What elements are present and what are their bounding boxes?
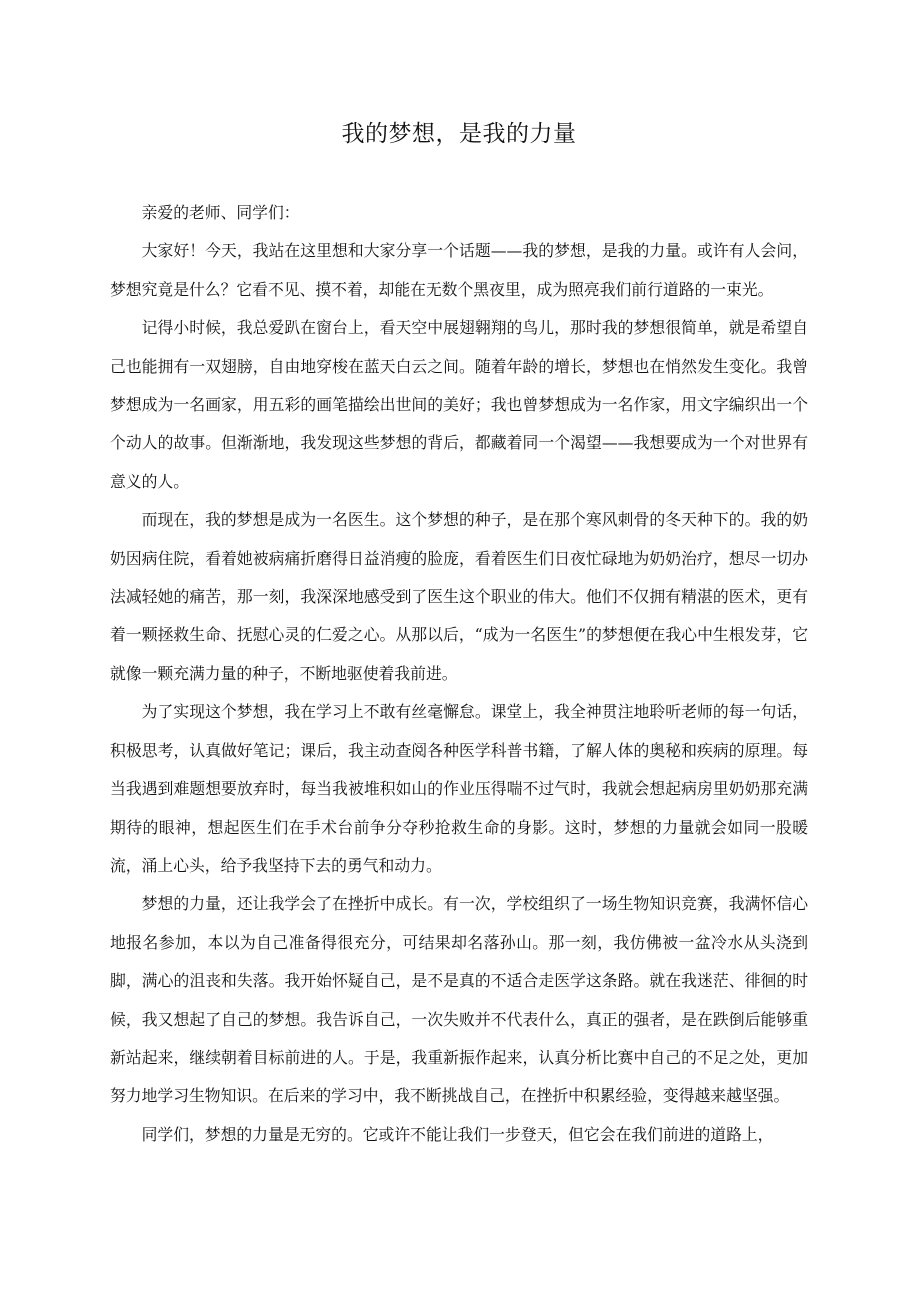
paragraph-1: 大家好！今天，我站在这里想和大家分享一个话题——我的梦想，是我的力量。或许有人会问，梦想究竟是什么？它看不见、摸不着，却能在无数个黑夜里，成为照亮我们前行道路的一束光。 xyxy=(110,241,808,299)
paragraph-3: 而现在，我的梦想是成为一名医生。这个梦想的种子，是在那个寒风刺骨的冬天种下的。我的奶奶因病住院，看着她被病痛折磨得日益消瘦的脸庞，看着医生们日夜忙碌地为奶奶治疗，想尽一切办法减轻她的痛苦，那一刻，我深深地感受到了医生这个职业的伟大。他们不仅拥有精湛的医术，更有着一颗拯救生命、抚慰心灵的仁爱之心。从那以后，“成为一名医生”的梦想便在我心中生根发芽，它就像一颗充满力量的种子，不断地驱使着我前进。 xyxy=(110,510,808,683)
paragraph-4: 为了实现这个梦想，我在学习上不敢有丝毫懈怠。课堂上，我全神贯注地聆听老师的每一句话，积极思考，认真做好笔记；课后，我主动查阅各种医学科普书籍，了解人体的奥秘和疾病的原理。每当我遇到难题想要放弃时，每当我被堆积如山的作业压得喘不过气时，我就会想起病房里奶奶那充满期待的眼神，想起医生们在手术台前争分夺秒抢救生命的身影。这时，梦想的力量就会如同一股暖流，涌上心头，给予我坚持下去的勇气和动力。 xyxy=(110,702,808,875)
paragraph-6: 同学们，梦想的力量是无穷的。它或许不能让我们一步登天，但它会在我们前进的道路上， xyxy=(141,1124,774,1144)
greeting: 亲爱的老师、同学们： xyxy=(141,203,300,222)
page-title: 我的梦想，是我的力量 xyxy=(341,121,577,147)
paragraph-5: 梦想的力量，还让我学会了在挫折中成长。有一次，学校组织了一场生物知识竞赛，我满怀信心地报名参加，本以为自己准备得很充分，可结果却名落孙山。那一刻，我仿佛被一盆冷水从头浇到脚，满心的沮丧和失落。我开始怀疑自己，是不是真的不适合走医学这条路。就在我迷茫、徘徊的时候，我又想起了自己的梦想。我告诉自己，一次失败并不代表什么，真正的强者，是在跌倒后能够重新站起来，继续朝着目标前进的人。于是，我重新振作起来，认真分析比赛中自己的不足之处，更加努力地学习生物知识。在后来的学习中，我不断挑战自己，在挫折中积累经验，变得越来越坚强。 xyxy=(110,894,808,1106)
paragraph-2: 记得小时候，我总爱趴在窗台上，看天空中展翅翱翔的鸟儿，那时我的梦想很简单，就是希望自己也能拥有一双翅膀，自由地穿梭在蓝天白云之间。随着年龄的增长，梦想也在悄然发生变化。我曾梦想成为一名画家，用五彩的画笔描绘出世间的美好；我也曾梦想成为一名作家，用文字编织出一个个动人的故事。但渐渐地，我发现这些梦想的背后，都藏着同一个渴望——我想要成为一个对世界有意义的人。 xyxy=(110,318,808,491)
